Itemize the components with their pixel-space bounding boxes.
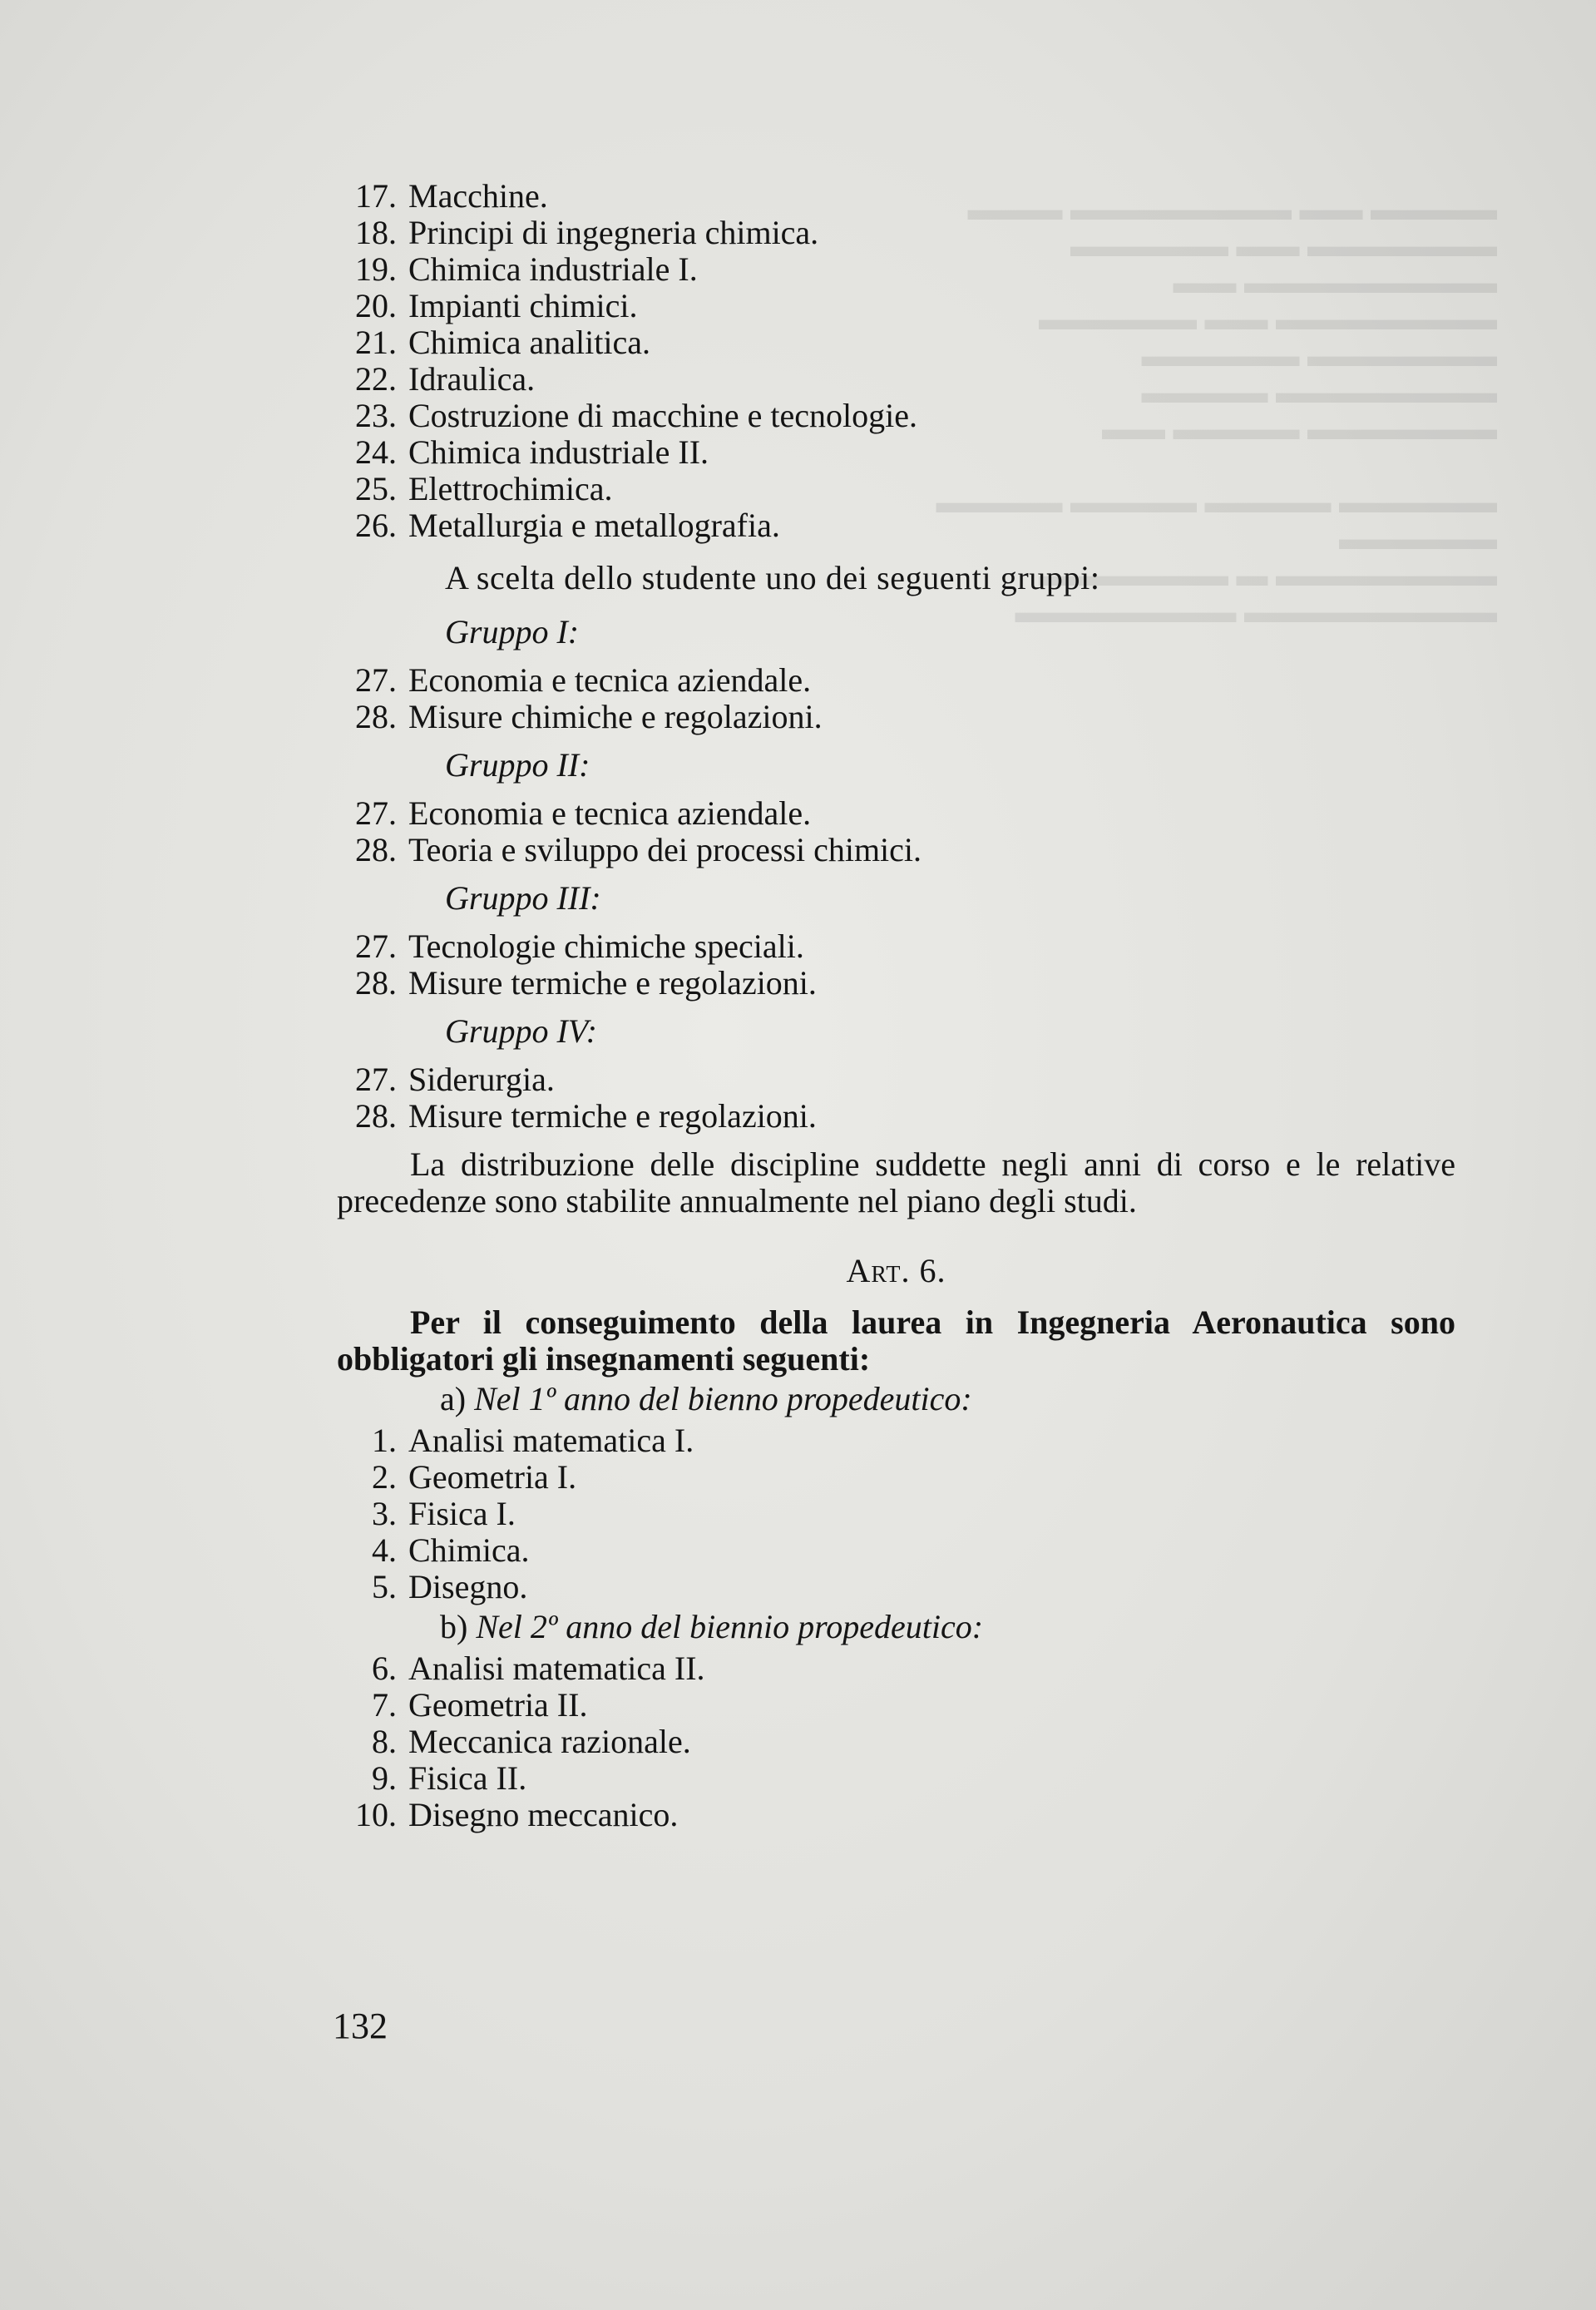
item-label: Chimica.: [408, 1531, 530, 1569]
item-label: Fisica II.: [408, 1759, 527, 1797]
item-label: Economia e tecnica aziendale.: [408, 661, 812, 699]
group-section: [337, 1013, 1455, 1135]
item-number: 20.: [355, 287, 397, 324]
group-choice-intro: A scelta dello studente uno dei seguenti gruppi:: [445, 559, 1100, 596]
list-item: [337, 832, 1455, 868]
item-label: Economia e tecnica aziendale.: [408, 794, 812, 832]
list-item: [337, 251, 1455, 288]
item-number: 23.: [355, 397, 397, 434]
list-item: [337, 1797, 1455, 1833]
page-body: [337, 178, 1455, 1833]
item-label: Principi di ingegneria chimica.: [408, 214, 819, 251]
list-item: [337, 324, 1455, 361]
group-section: [337, 747, 1455, 868]
item-number: 7.: [372, 1686, 397, 1724]
year1-prefix: a): [440, 1380, 467, 1417]
item-number: 28.: [355, 831, 397, 868]
item-number: 2.: [372, 1458, 397, 1496]
item-label: Fisica I.: [408, 1495, 516, 1532]
item-label: Misure chimiche e regolazioni.: [408, 698, 823, 735]
item-number: 27.: [355, 794, 397, 832]
year1-course-list: [337, 1422, 1455, 1605]
item-number: 25.: [355, 470, 397, 507]
course-list-continued: [337, 178, 1455, 544]
list-item: [337, 965, 1455, 1002]
item-label: Geometria I.: [408, 1458, 577, 1496]
item-number: 1.: [372, 1422, 397, 1459]
item-number: 19.: [355, 250, 397, 288]
item-label: Metallurgia e metallografia.: [408, 507, 780, 544]
item-number: 6.: [372, 1650, 397, 1687]
item-label: Elettrochimica.: [408, 470, 613, 507]
item-number: 24.: [355, 433, 397, 471]
item-number: 28.: [355, 964, 397, 1002]
aeronautics-paragraph: Per il conseguimento della laurea in Ingegneria Aeronautica sono obbligatori gli insegnamenti seguenti:: [337, 1303, 1455, 1378]
item-label: Misure termiche e regolazioni.: [408, 964, 817, 1002]
item-label: Macchine.: [408, 177, 548, 215]
list-item: [337, 662, 1455, 699]
list-item: [337, 1098, 1455, 1135]
item-label: Disegno meccanico.: [408, 1796, 679, 1833]
item-label: Teoria e sviluppo dei processi chimici.: [408, 831, 922, 868]
list-item: [337, 1569, 1455, 1605]
list-item: [337, 699, 1455, 735]
item-label: Chimica industriale II.: [408, 433, 709, 471]
item-label: Meccanica razionale.: [408, 1723, 691, 1760]
year2-title: Nel 2º anno del biennio propedeutico:: [476, 1608, 984, 1645]
list-item: [337, 288, 1455, 324]
list-item: [337, 1422, 1455, 1459]
page-number: 132: [333, 2006, 388, 2046]
item-number: 26.: [355, 507, 397, 544]
item-number: 22.: [355, 360, 397, 398]
item-number: 3.: [372, 1495, 397, 1532]
list-item: [337, 1650, 1455, 1687]
item-number: 10.: [355, 1796, 397, 1833]
list-item: [337, 398, 1455, 434]
year2-course-list: [337, 1650, 1455, 1833]
year2-heading: [337, 1609, 1455, 1645]
list-item: [337, 361, 1455, 398]
item-label: Siderurgia.: [408, 1061, 555, 1098]
bleed-through-texture: ▬▬▬▬ ▬▬ ▬▬▬▬▬▬▬ ▬▬▬ ▬▬▬▬▬▬ ▬▬ ▬▬▬▬▬ ▬▬▬▬▬▬▬▬ ▬▬ ▬▬▬▬▬▬▬ ▬▬ ▬▬▬▬▬ ▬▬▬▬▬▬ ▬▬▬▬▬ ▬▬▬▬▬▬▬ ▬▬▬▬ ▬▬▬▬▬▬ ▬▬▬▬ ▬▬ ▬▬▬▬▬ ▬▬▬▬ ▬▬▬▬ ▬▬▬▬ ▬▬▬▬▬ ▬▬▬▬▬▬▬ ▬ ▬▬▬▬▬▬ ▬▬▬▬▬▬▬▬ ▬▬▬▬▬▬▬: [936, 192, 1497, 630]
year1-heading: [337, 1381, 1455, 1417]
list-item: [337, 1760, 1455, 1797]
list-item: [337, 1459, 1455, 1496]
item-number: 21.: [355, 324, 397, 361]
list-item: [337, 507, 1455, 544]
item-number: 27.: [355, 661, 397, 699]
item-number: 18.: [355, 214, 397, 251]
list-item: [337, 1496, 1455, 1532]
item-label: Geometria II.: [408, 1686, 588, 1724]
item-number: 28.: [355, 1097, 397, 1135]
year1-title: Nel 1º anno del bienno propedeutico:: [474, 1380, 972, 1417]
list-item: [337, 471, 1455, 507]
item-label: Misure termiche e regolazioni.: [408, 1097, 817, 1135]
item-number: 5.: [372, 1568, 397, 1605]
item-number: 9.: [372, 1759, 397, 1797]
item-label: Disegno.: [408, 1568, 528, 1605]
distribution-paragraph: La distribuzione delle discipline suddette negli anni di corso e le relative precedenze sono stabilite annualmente nel piano degli studi.: [337, 1145, 1455, 1219]
group-heading: Gruppo I:: [445, 613, 580, 650]
list-item: [337, 215, 1455, 251]
list-item: [337, 1687, 1455, 1724]
item-label: Tecnologie chimiche speciali.: [408, 927, 804, 965]
group-section: [337, 880, 1455, 1002]
group-heading: Gruppo IV:: [445, 1012, 597, 1050]
item-label: Analisi matematica I.: [408, 1422, 694, 1459]
group-section: [337, 614, 1455, 735]
item-number: 8.: [372, 1723, 397, 1760]
article-heading: Art. 6.: [846, 1252, 946, 1289]
item-label: Chimica analitica.: [408, 324, 650, 361]
list-item: [337, 795, 1455, 832]
group-heading: Gruppo II:: [445, 746, 590, 784]
group-heading: Gruppo III:: [445, 879, 601, 917]
list-item: [337, 434, 1455, 471]
item-number: 27.: [355, 1061, 397, 1098]
item-label: Idraulica.: [408, 360, 536, 398]
item-label: Analisi matematica II.: [408, 1650, 705, 1687]
list-item: [337, 1724, 1455, 1760]
item-label: Impianti chimici.: [408, 287, 638, 324]
year2-prefix: b): [440, 1608, 468, 1645]
item-label: Chimica industriale I.: [408, 250, 698, 288]
list-item: [337, 178, 1455, 215]
item-number: 27.: [355, 927, 397, 965]
list-item: [337, 1061, 1455, 1098]
list-item: [337, 1532, 1455, 1569]
list-item: [337, 928, 1455, 965]
item-number: 17.: [355, 177, 397, 215]
item-number: 4.: [372, 1531, 397, 1569]
item-number: 28.: [355, 698, 397, 735]
item-label: Costruzione di macchine e tecnologie.: [408, 397, 918, 434]
